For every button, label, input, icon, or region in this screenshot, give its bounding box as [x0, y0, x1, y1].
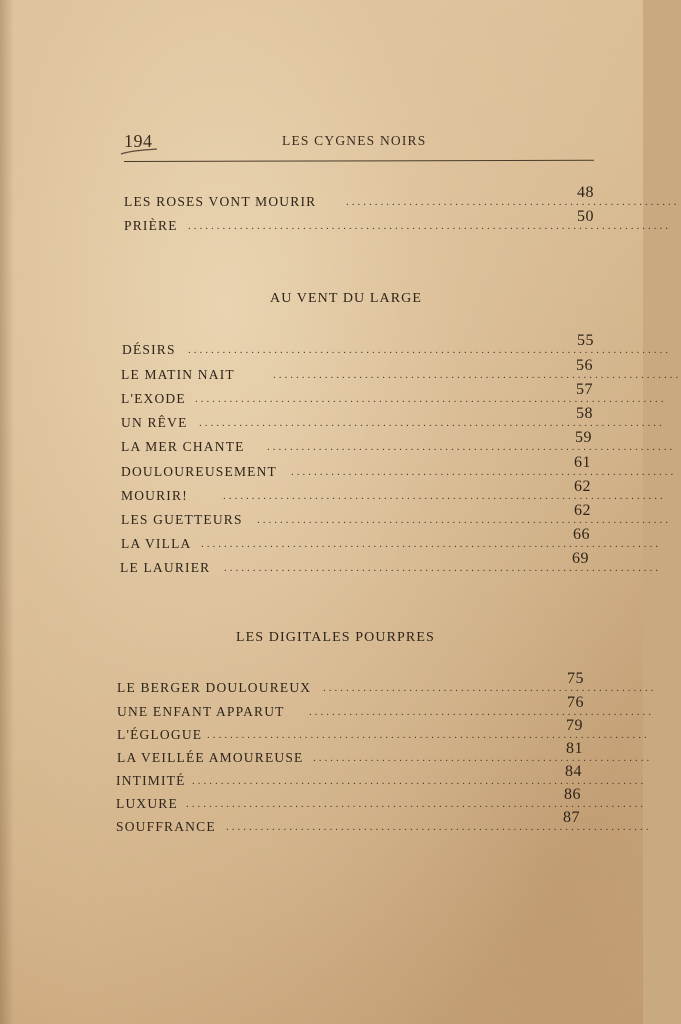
- page-number-pencil-mark: [120, 148, 158, 156]
- toc-entry-page: 62: [574, 478, 591, 495]
- leader-dots: .......................................................................: [273, 369, 681, 381]
- leader-dots: ............................................................................: [224, 562, 661, 574]
- toc-entry-title: PRIÈRE: [124, 218, 178, 233]
- leader-dots: .................................................................................: [199, 417, 665, 429]
- toc-entry-page: 57: [576, 381, 593, 398]
- leader-dots: ...................................................................: [291, 466, 677, 478]
- toc-entry: [122, 332, 671, 360]
- toc-entry: [117, 740, 653, 768]
- toc-entry: [120, 550, 661, 578]
- toc-entry: [117, 670, 657, 698]
- toc-entry-title: LES GUETTEURS: [121, 512, 243, 527]
- header-rule: [124, 160, 594, 162]
- toc-entry: [124, 208, 671, 236]
- toc-entry: [116, 786, 646, 814]
- toc-entry: [121, 526, 661, 554]
- toc-entry-page: 59: [575, 429, 592, 446]
- toc-entry: [117, 717, 650, 745]
- toc-entry: [116, 763, 647, 791]
- toc-entry-page: 55: [577, 332, 594, 349]
- leader-dots: ...............................................................................: [192, 775, 647, 787]
- toc-entry-title: UNE ENFANT APPARUT: [117, 704, 285, 719]
- toc-entry: [121, 381, 667, 409]
- toc-entry: [121, 357, 681, 385]
- toc-entry-title: LA VILLA: [121, 536, 192, 551]
- toc-entry-page: 79: [566, 717, 583, 734]
- leader-dots: ..................................................................................: [195, 393, 667, 405]
- leader-dots: ..........................................................: [346, 196, 680, 208]
- toc-entry-page: 50: [577, 208, 594, 225]
- toc-entry-title: LUXURE: [116, 796, 178, 811]
- toc-entry-title: L'ÉGLOGUE: [117, 727, 203, 742]
- page-gutter-shadow: [0, 0, 14, 1024]
- toc-entry-title: LE MATIN NAIT: [121, 367, 235, 382]
- toc-entry: [124, 184, 680, 212]
- toc-entry-page: 81: [566, 740, 583, 757]
- toc-entry-page: 69: [572, 550, 589, 567]
- toc-entry-page: 61: [574, 454, 591, 471]
- toc-entry: [121, 405, 665, 433]
- toc-entry-title: LA MER CHANTE: [121, 439, 245, 454]
- toc-entry-title: UN RÊVE: [121, 415, 188, 430]
- section-heading: LES DIGITALES POURPRES: [236, 630, 435, 645]
- toc-entry: [121, 429, 676, 457]
- leader-dots: ................................................................................: [201, 538, 661, 550]
- toc-entry-title: DOULOUREUSEMENT: [121, 464, 277, 479]
- toc-entry-title: MOURIR!: [121, 488, 188, 503]
- leader-dots: ...........................................................: [313, 752, 653, 764]
- toc-entry-title: DÉSIRS: [122, 342, 176, 357]
- toc-entry-title: SOUFFRANCE: [116, 819, 216, 834]
- toc-entry-title: LE LAURIER: [120, 560, 211, 575]
- leader-dots: ........................................................................: [257, 514, 671, 526]
- toc-entry: [121, 478, 666, 506]
- leader-dots: .............................................................................: [207, 729, 650, 741]
- leader-dots: ............................................................: [309, 706, 654, 718]
- leader-dots: ....................................................................................: [188, 344, 671, 356]
- leader-dots: .......................................................................: [267, 441, 676, 453]
- toc-entry-page: 58: [576, 405, 593, 422]
- toc-entry-page: 48: [577, 184, 594, 201]
- toc-entry-title: L'EXODE: [121, 391, 186, 406]
- toc-entry: [116, 809, 652, 837]
- leader-dots: ..........................................................: [323, 682, 657, 694]
- toc-entry-title: LES ROSES VONT MOURIR: [124, 194, 317, 209]
- running-title: LES CYGNES NOIRS: [282, 133, 427, 148]
- toc-entry-page: 76: [567, 694, 584, 711]
- toc-entry-page: 75: [567, 670, 584, 687]
- leader-dots: ....................................................................................: [188, 220, 671, 232]
- toc-entry-title: LA VEILLÉE AMOUREUSE: [117, 750, 304, 765]
- toc-entry-page: 62: [574, 502, 591, 519]
- leader-dots: ................................................................................: [186, 798, 646, 810]
- toc-entry-page: 84: [565, 763, 582, 780]
- toc-entry-page: 87: [563, 809, 580, 826]
- toc-entry: [121, 454, 677, 482]
- toc-entry: [121, 502, 671, 530]
- leader-dots: ..........................................................................: [226, 821, 652, 833]
- toc-entry-page: 66: [573, 526, 590, 543]
- toc-entry-title: LE BERGER DOULOUREUX: [117, 680, 312, 695]
- toc-entry: [117, 694, 654, 722]
- page-number: 194: [124, 131, 153, 151]
- section-heading: AU VENT DU LARGE: [270, 291, 423, 306]
- leader-dots: .............................................................................: [223, 490, 666, 502]
- toc-entry-title: INTIMITÉ: [116, 773, 186, 788]
- toc-entry-page: 86: [564, 786, 581, 803]
- toc-entry-page: 56: [576, 357, 593, 374]
